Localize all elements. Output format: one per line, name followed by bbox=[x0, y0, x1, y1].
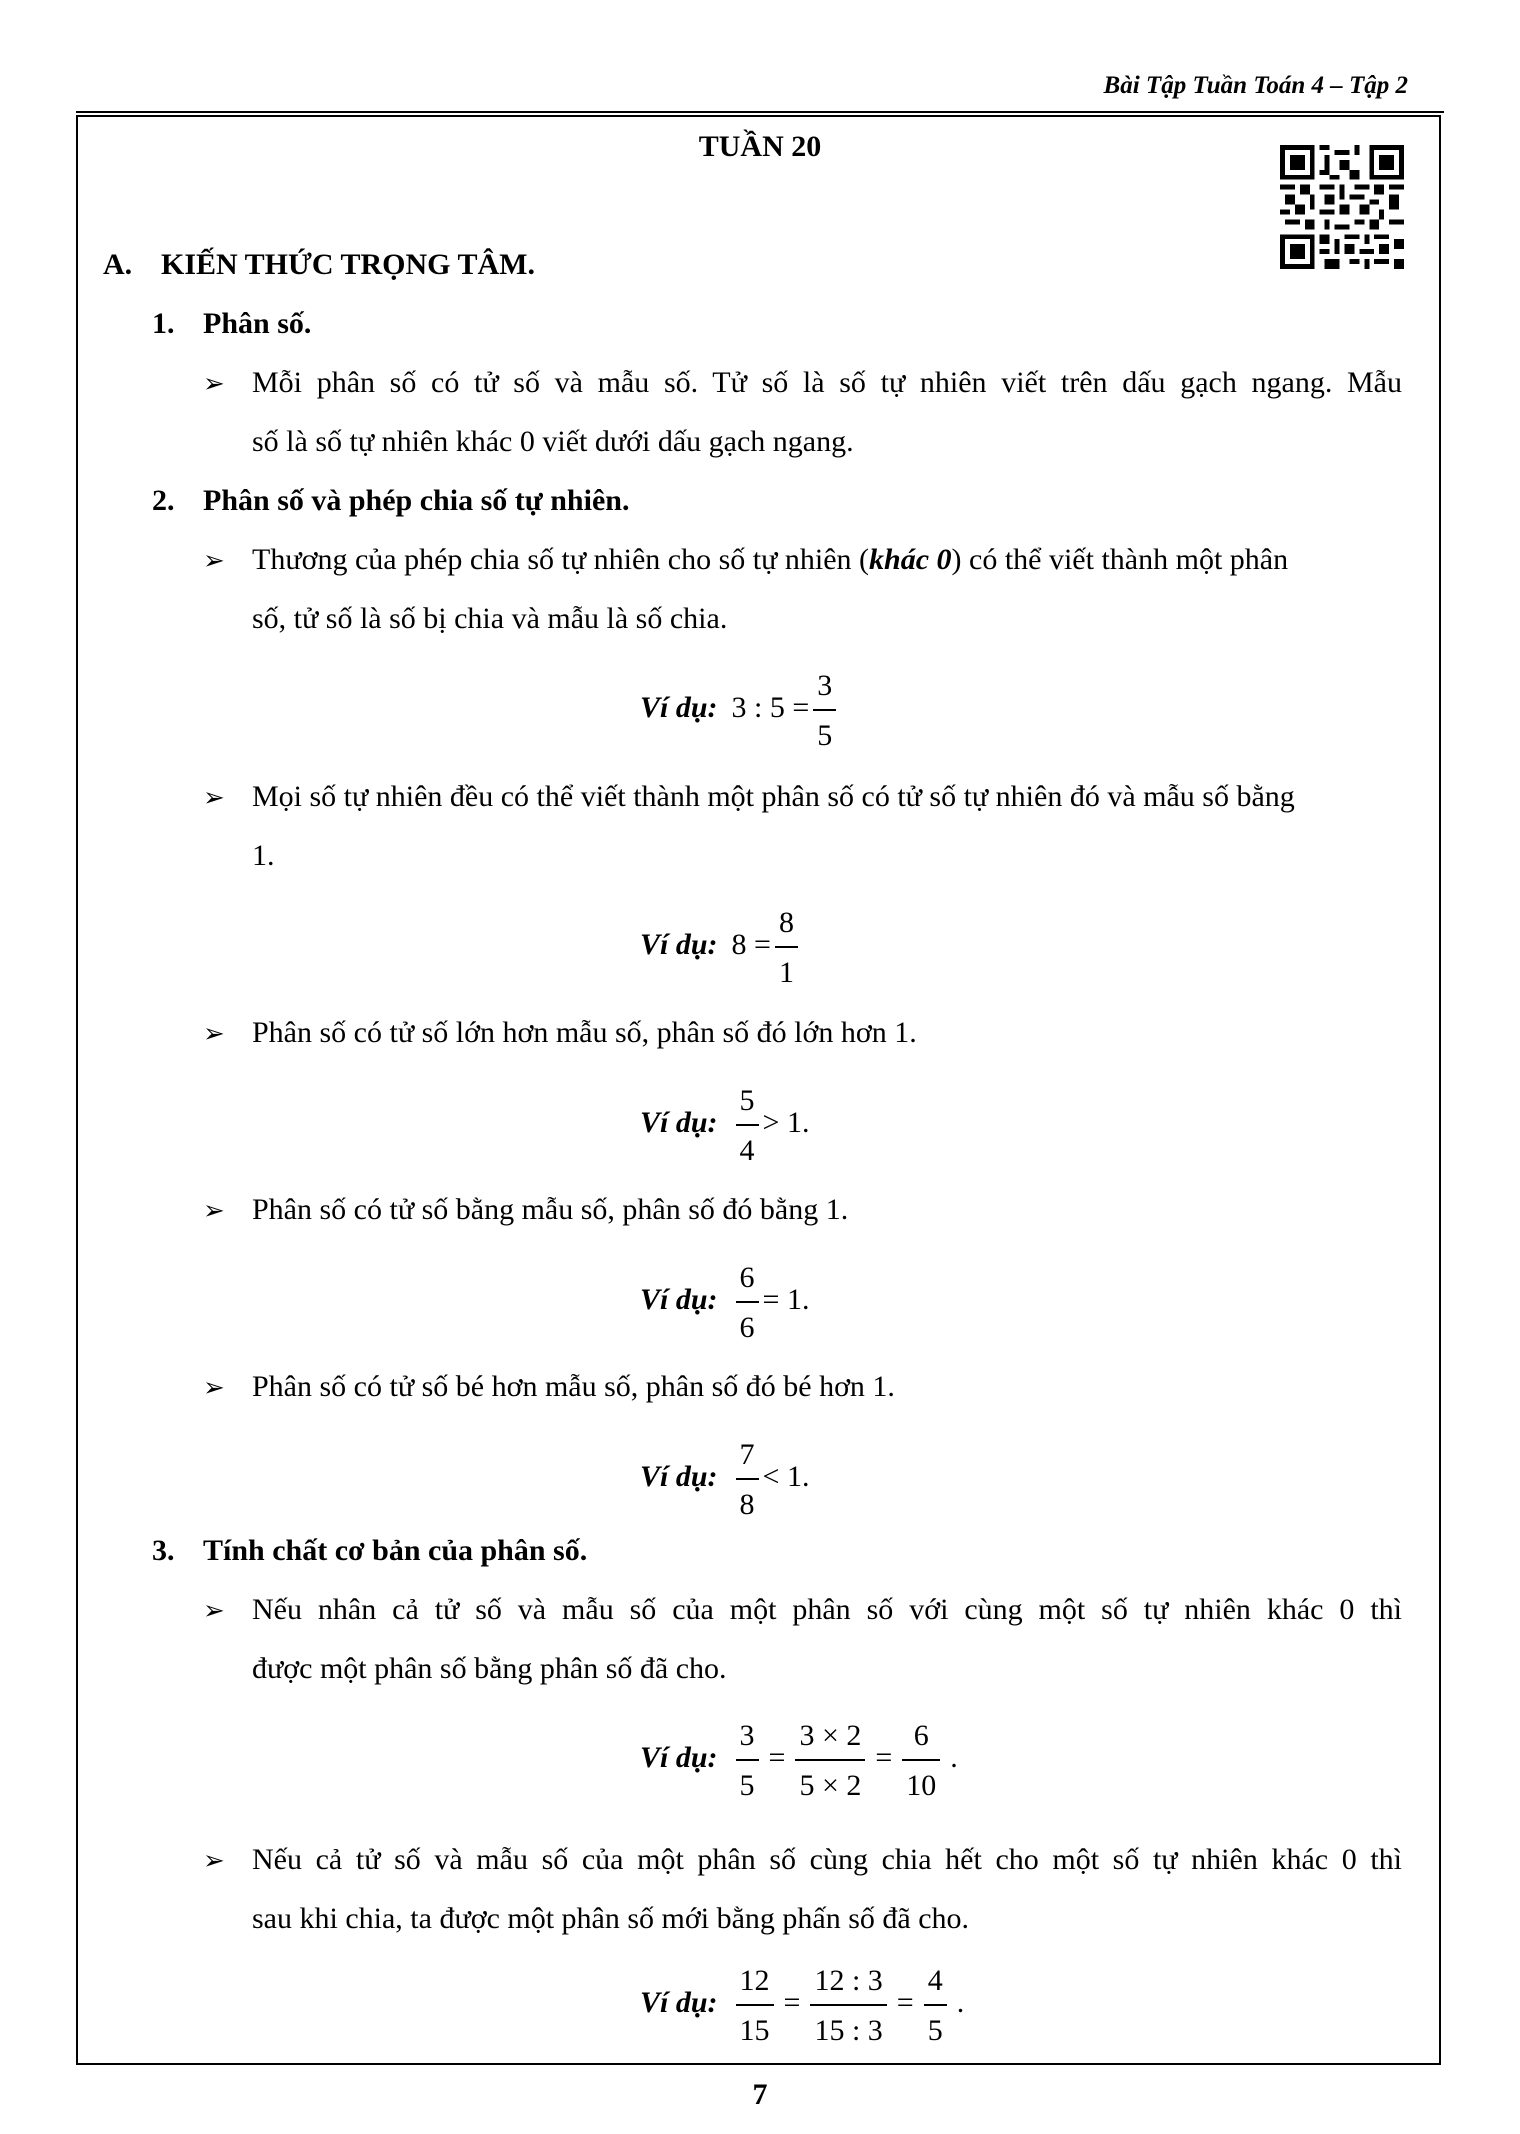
arrow-bullet-icon: ➢ bbox=[203, 546, 225, 575]
equals-sign: = bbox=[896, 1986, 914, 2019]
example-lhs: 8 = bbox=[731, 928, 771, 961]
example-3-2 bbox=[640, 1960, 964, 2046]
numerator: 7 bbox=[739, 1438, 755, 1471]
section-1-number: 1. bbox=[152, 307, 175, 340]
fraction bbox=[795, 1715, 865, 1801]
equals-sign: = bbox=[783, 1986, 801, 2019]
numerator: 8 bbox=[778, 906, 794, 939]
fraction bbox=[736, 1715, 759, 1801]
example-2-2 bbox=[640, 902, 802, 988]
denominator: 5 bbox=[924, 2004, 947, 2046]
s2-p1-text-c: ) có thể viết thành một phân bbox=[951, 543, 1289, 576]
s2-p4: Phân số có tử số bằng mẫu số, phân số đó bằng 1. bbox=[252, 1193, 849, 1226]
arrow-bullet-icon: ➢ bbox=[203, 783, 225, 812]
header-rule bbox=[76, 111, 1444, 113]
fraction bbox=[736, 1434, 759, 1520]
denominator: 5 bbox=[736, 1759, 759, 1801]
denominator: 6 bbox=[736, 1301, 759, 1343]
denominator: 10 bbox=[902, 1759, 940, 1801]
arrow-bullet-icon: ➢ bbox=[203, 369, 225, 398]
s1-p1-line2: số là số tự nhiên khác 0 viết dưới dấu gạch ngang. bbox=[252, 425, 854, 458]
s2-p2-line2: 1. bbox=[252, 839, 275, 872]
numerator: 3 bbox=[739, 1719, 755, 1752]
numerator: 12 bbox=[739, 1964, 770, 1997]
section-3-number: 3. bbox=[152, 1534, 175, 1567]
example-label: Ví dụ: bbox=[640, 1741, 718, 1774]
denominator: 15 bbox=[736, 2004, 774, 2046]
s2-p1-text-a: Thương của phép chia số tự nhiên cho số tự nhiên ( bbox=[252, 543, 870, 576]
s1-p1-line1: Mỗi phân số có tử số và mẫu số. Tử số là số tự nhiên viết trên dấu gạch ngang. Mẫu bbox=[252, 366, 1402, 399]
fraction bbox=[813, 665, 836, 751]
arrow-bullet-icon: ➢ bbox=[203, 1846, 225, 1875]
example-label: Ví dụ: bbox=[640, 1986, 718, 2019]
s3-p1-line2: được một phân số bằng phân số đã cho. bbox=[252, 1652, 727, 1685]
example-label: Ví dụ: bbox=[640, 1460, 718, 1493]
fraction bbox=[902, 1715, 940, 1801]
denominator: 5 bbox=[813, 709, 836, 751]
numerator: 4 bbox=[927, 1964, 943, 1997]
week-title: TUẦN 20 bbox=[698, 130, 822, 163]
section-a-title: KIẾN THỨC TRỌNG TÂM. bbox=[161, 248, 535, 281]
example-rhs: > 1. bbox=[762, 1106, 810, 1139]
page-number: 7 bbox=[752, 2078, 768, 2111]
fraction bbox=[736, 1080, 759, 1166]
arrow-bullet-icon: ➢ bbox=[203, 1019, 225, 1048]
denominator: 4 bbox=[736, 1124, 759, 1166]
s2-p3: Phân số có tử số lớn hơn mẫu số, phân số đó lớn hơn 1. bbox=[252, 1016, 917, 1049]
numerator: 3 bbox=[817, 669, 833, 702]
example-2-5 bbox=[640, 1434, 809, 1520]
equals-sign: = bbox=[875, 1741, 893, 1774]
numerator: 12 : 3 bbox=[814, 1964, 883, 1997]
example-label: Ví dụ: bbox=[640, 1106, 718, 1139]
numerator: 5 bbox=[739, 1084, 755, 1117]
denominator: 1 bbox=[775, 946, 798, 988]
section-2-title: Phân số và phép chia số tự nhiên. bbox=[203, 484, 630, 517]
fraction bbox=[736, 1960, 774, 2046]
s2-p5: Phân số có tử số bé hơn mẫu số, phân số đó bé hơn 1. bbox=[252, 1370, 895, 1403]
equals-sign: = bbox=[768, 1741, 786, 1774]
example-rhs: = 1. bbox=[762, 1283, 810, 1316]
example-2-3 bbox=[640, 1080, 809, 1166]
period: . bbox=[956, 1986, 965, 2019]
fraction bbox=[924, 1960, 947, 2046]
qr-code-icon bbox=[1280, 145, 1404, 269]
header-title: Bài Tập Tuần Toán 4 – Tập 2 bbox=[1103, 72, 1408, 99]
denominator: 15 : 3 bbox=[810, 2004, 886, 2046]
denominator: 5 × 2 bbox=[795, 1759, 865, 1801]
s2-p2-line1: Mọi số tự nhiên đều có thể viết thành một phân số có tử số tự nhiên đó và mẫu số bằng bbox=[252, 780, 1295, 813]
fraction bbox=[810, 1960, 886, 2046]
fraction bbox=[775, 902, 798, 988]
s3-p2-line2: sau khi chia, ta được một phân số mới bằng phấn số đã cho. bbox=[252, 1902, 970, 1935]
example-3-1 bbox=[640, 1715, 958, 1801]
example-2-4 bbox=[640, 1257, 809, 1343]
example-label: Ví dụ: bbox=[640, 691, 718, 724]
example-label: Ví dụ: bbox=[640, 928, 718, 961]
arrow-bullet-icon: ➢ bbox=[203, 1196, 225, 1225]
example-rhs: < 1. bbox=[762, 1460, 810, 1493]
s3-p1-line1: Nếu nhân cả tử số và mẫu số của một phân số với cùng một số tự nhiên khác 0 thì bbox=[252, 1593, 1402, 1626]
section-1-title: Phân số. bbox=[203, 307, 312, 340]
s2-p1-line2: số, tử số là số bị chia và mẫu là số chia. bbox=[252, 602, 728, 635]
s2-p1-text-b: khác 0 bbox=[869, 543, 952, 576]
section-a-label: A. bbox=[103, 248, 133, 281]
example-lhs: 3 : 5 = bbox=[731, 691, 810, 724]
example-label: Ví dụ: bbox=[640, 1283, 718, 1316]
numerator: 6 bbox=[913, 1719, 929, 1752]
example-2-1 bbox=[640, 665, 840, 751]
period: . bbox=[950, 1741, 958, 1774]
s3-p2-line1: Nếu cả tử số và mẫu số của một phân số cùng chia hết cho một số tự nhiên khác 0 thì bbox=[252, 1843, 1402, 1876]
arrow-bullet-icon: ➢ bbox=[203, 1373, 225, 1402]
denominator: 8 bbox=[736, 1478, 759, 1520]
numerator: 3 × 2 bbox=[799, 1719, 862, 1752]
section-2-number: 2. bbox=[152, 484, 175, 517]
fraction bbox=[736, 1257, 759, 1343]
s2-p1-line1 bbox=[252, 543, 1288, 577]
arrow-bullet-icon: ➢ bbox=[203, 1596, 225, 1625]
numerator: 6 bbox=[739, 1261, 755, 1294]
section-3-title: Tính chất cơ bản của phân số. bbox=[203, 1534, 588, 1567]
